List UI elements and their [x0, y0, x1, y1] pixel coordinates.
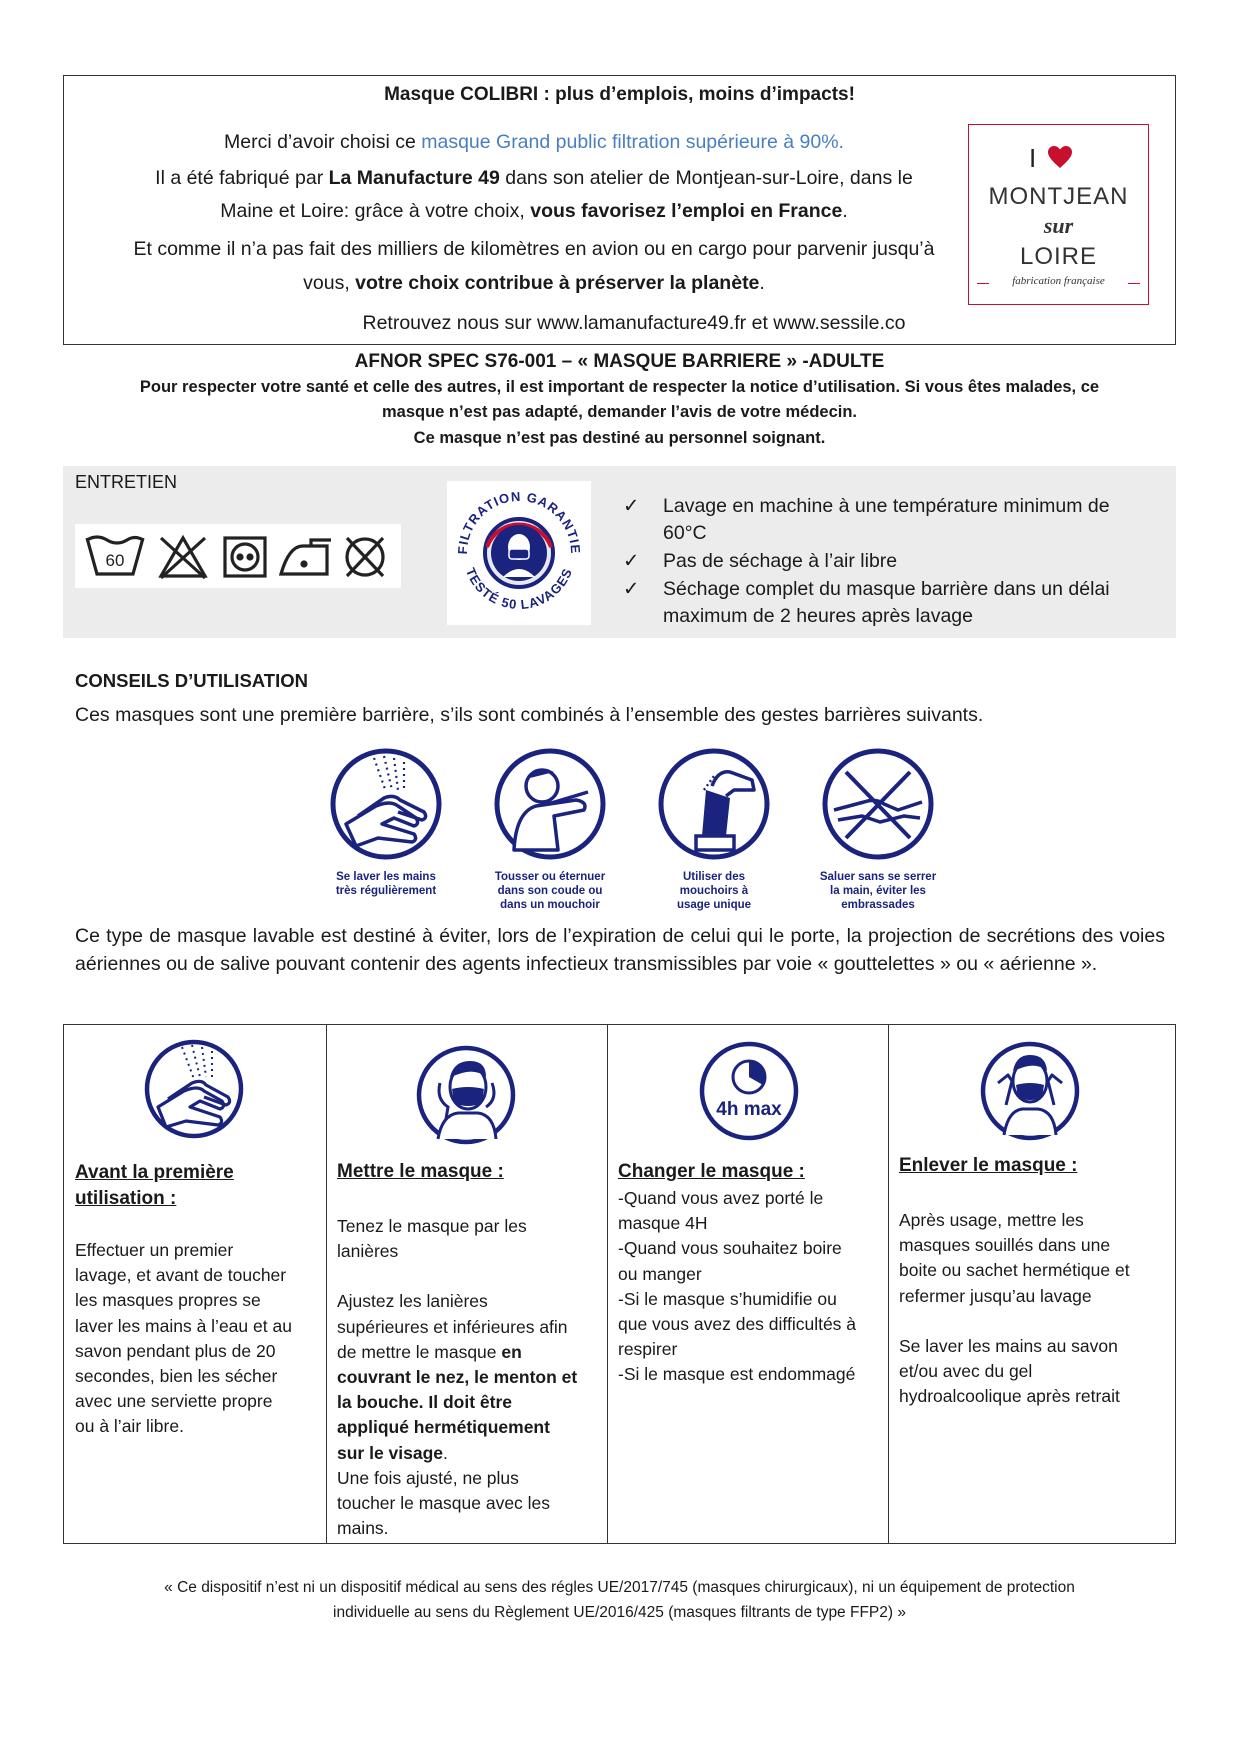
step-2-text: . [443, 1442, 448, 1463]
care-item-1-text: Lavage en machine à une température minimum de 60°C [663, 495, 1110, 544]
step-2-line [337, 1441, 599, 1466]
step-2-line: toucher le masque avec les [337, 1493, 551, 1514]
steps-table [63, 1024, 1176, 1544]
step-2-bold: sur le visage [337, 1442, 444, 1463]
afnor-title: AFNOR SPEC S76-001 – « MASQUE BARRIERE » -ADULTE [354, 351, 885, 372]
legal-note-line: individuelle au sens du Règlement UE/2016/425 (masques filtrants de type FFP2) » [333, 1604, 906, 1621]
intro-line-5-text: vous, [303, 272, 356, 294]
gesture-caption-4 [808, 870, 948, 912]
intro-line-5-rest: . [759, 272, 765, 294]
step-3-line: -Si le masque est endommagé [618, 1364, 856, 1385]
svg-text:60: 60 [105, 551, 125, 570]
gesture-caption-line: la main, éviter les [830, 885, 926, 897]
intro-line-2-bold: La Manufacture 49 [328, 167, 500, 189]
put-mask-icon [414, 1043, 518, 1147]
step-1-body [75, 1238, 320, 1440]
cough-elbow-icon [492, 746, 608, 862]
intro-line-5 [74, 270, 994, 296]
step-1-line: ou à l’air libre. [75, 1416, 184, 1437]
step-3-line: masque 4H [618, 1213, 708, 1234]
gesture-caption-line: très régulièrement [335, 885, 437, 897]
hand-wash-step-icon [142, 1037, 246, 1141]
step-4-line: refermer jusqu’au lavage [899, 1285, 1092, 1306]
logo-i: I [1029, 143, 1037, 173]
step-4-line: Se laver les mains au savon [899, 1335, 1118, 1356]
entretien-panel [63, 466, 1176, 638]
no-handshake-icon [820, 746, 936, 862]
wash-60-icon [87, 537, 143, 574]
step-3-line: ou manger [618, 1263, 702, 1284]
step-2-line [337, 1415, 599, 1440]
no-bleach-icon [161, 538, 205, 578]
step-3-line: -Quand vous avez porté le [618, 1188, 824, 1208]
intro-line-1-highlight: masque Grand public filtration supérieure à 90%. [421, 131, 844, 153]
gesture-caption-line: Se laver les mains [336, 871, 436, 883]
step-3-body [618, 1186, 880, 1388]
intro-line-1 [74, 129, 994, 155]
filtration-guarantee-badge [447, 481, 591, 625]
column-divider [888, 1025, 889, 1543]
montjean-logo [968, 124, 1149, 305]
step-4-line: et/ou avec du gel [899, 1361, 1033, 1382]
step-1-line: les masques propres se [75, 1290, 261, 1311]
tumble-dry-icon [225, 538, 265, 576]
iron-icon [281, 540, 331, 574]
step-1-line: Effectuer un premier [75, 1240, 234, 1260]
column-divider [326, 1025, 327, 1543]
logo-loire: LOIRE [1019, 243, 1098, 270]
column-divider [607, 1025, 608, 1543]
gesture-caption-line: embrassades [841, 899, 915, 911]
step-1-line: savon pendant plus de 20 [75, 1340, 276, 1361]
intro-line-3-rest: . [842, 200, 848, 222]
step-2-bold: couvrant le nez, [337, 1367, 475, 1388]
step-2-line [337, 1390, 599, 1415]
step-1-line: avec une serviette propre [75, 1391, 273, 1412]
care-symbols-icons [75, 524, 401, 588]
intro-line-3-bold: vous favorisez l’emploi en France [530, 200, 843, 222]
afnor-line-2: masque n’est pas adapté, demander l’avis de votre médecin. [381, 403, 857, 421]
gesture-caption-line: dans son coude ou [497, 885, 603, 897]
check-icon: ✓ [623, 578, 640, 600]
heart-icon [1047, 145, 1073, 169]
intro-line-2-text: Il a été fabriqué par [155, 167, 329, 189]
step-1-title-line: utilisation : [75, 1188, 177, 1209]
mask-type-paragraph: Ce type de masque lavable est destiné à éviter, lors de l’expiration de celui qui le porte, la projection de secrétions des voies aériennes ou de salive pouvant contenir des agents infectieux transmissibles par voie « gouttelettes » ou « aérienne ». [75, 925, 1165, 975]
gesture-caption-line: mouchoirs à [679, 885, 749, 897]
step-4-line: Après usage, mettre les [899, 1210, 1084, 1230]
tissue-icon [656, 746, 772, 862]
afnor-line-3: Ce masque n’est pas destiné au personnel soignant. [413, 429, 826, 447]
intro-line-2-rest: dans son atelier de Montjean-sur-Loire, dans le [499, 167, 913, 189]
gesture-caption-line: Tousser ou éternuer [494, 871, 606, 883]
intro-line-4: Et comme il n’a pas fait des milliers de kilomètres en avion ou en cargo pour parvenir jusqu’à [133, 238, 935, 260]
entretien-label: ENTRETIEN [75, 472, 178, 492]
step-4-line: hydroalcoolique après retrait [899, 1386, 1120, 1407]
svg-text:4h max: 4h max [716, 1099, 782, 1120]
check-icon: ✓ [623, 550, 640, 572]
step-3-line: respirer [618, 1339, 678, 1360]
step-4-line: masques souillés dans une [899, 1235, 1111, 1256]
step-2-line: lanières [337, 1241, 399, 1262]
step-1-line: laver les mains à l’eau et au [75, 1315, 292, 1336]
step-2-line: Une fois ajusté, ne plus [337, 1467, 519, 1488]
gesture-caption-line: dans un mouchoir [500, 899, 600, 911]
step-3-line: que vous avez des difficultés à [618, 1314, 857, 1335]
logo-fabrication: fabrication française [989, 275, 1128, 287]
gesture-caption-3 [644, 870, 784, 912]
gesture-caption-line: Saluer sans se serrer [819, 871, 937, 883]
step-2-bold: en [501, 1341, 522, 1362]
check-icon: ✓ [623, 495, 640, 517]
gesture-caption-line: usage unique [676, 899, 752, 911]
intro-line-2 [74, 165, 994, 191]
logo-montjean: MONTJEAN [988, 183, 1129, 210]
conseils-title: CONSEILS D’UTILISATION [75, 670, 308, 691]
remove-mask-icon [978, 1039, 1082, 1143]
step-2-line [337, 1365, 599, 1390]
gesture-caption-line: Utiliser des [683, 871, 745, 883]
step-3-line: -Si le masque s’humidifie ou [618, 1288, 837, 1309]
step-2-bold: appliqué hermétiquement [337, 1417, 550, 1438]
logo-sur: sur [1043, 213, 1074, 238]
step-2-line [337, 1340, 599, 1365]
step-2-line: mains. [337, 1518, 389, 1539]
step-1-line: lavage, et avant de toucher [75, 1265, 287, 1286]
step-2-text: de mettre le masque [337, 1341, 502, 1362]
step-1-line: secondes, bien les sécher [75, 1366, 278, 1387]
step-1-title-line: Avant la première [75, 1162, 234, 1183]
legal-note [63, 1575, 1176, 1625]
intro-box [63, 75, 1176, 345]
step-4-body [899, 1208, 1169, 1409]
no-dry-clean-icon [347, 538, 383, 576]
step-3-title: Changer le masque : [618, 1161, 805, 1182]
step-4-line: boite ou sachet hermétique et [899, 1260, 1130, 1281]
gesture-caption-1 [316, 870, 456, 898]
gesture-caption-2 [480, 870, 620, 912]
step-2-line: supérieures et inférieures afin [337, 1316, 568, 1337]
step-3-line: -Quand vous souhaitez boire [618, 1238, 842, 1259]
step-2-line: Tenez le masque par les [337, 1216, 527, 1236]
care-symbols [75, 524, 401, 588]
care-item-2-text: Pas de séchage à l’air libre [663, 550, 898, 572]
intro-line-6: Retrouvez nous sur www.lamanufacture49.fr et www.sessile.co [362, 312, 906, 334]
step-2-bold: la bouche. Il doit être [337, 1392, 513, 1413]
intro-line-3-text: Maine et Loire: grâce à votre choix, [220, 200, 531, 222]
intro-title: Masque COLIBRI : plus d’emplois, moins d’impacts! [384, 84, 855, 105]
step-4-title: Enlever le masque : [899, 1155, 1078, 1176]
care-item-3-text: Séchage complet du masque barrière dans un délai maximum de 2 heures après lavage [663, 578, 1110, 627]
intro-line-5-bold: votre choix contribue à préserver la planète [355, 272, 760, 294]
afnor-line-1: Pour respecter votre santé et celle des autres, il est important de respecter la notice d’utilisation. Si vous êtes malades, ce [139, 378, 1100, 396]
svg-text:TESTÉ 50 LAVAGES: TESTÉ 50 LAVAGES [462, 565, 576, 613]
step-1-title [75, 1160, 234, 1212]
hand-wash-icon [328, 746, 444, 862]
step-2-body [337, 1214, 599, 1541]
svg-text:FILTRATION GARANTIE: FILTRATION GARANTIE [454, 488, 584, 555]
intro-line-1-text: Merci d’avoir choisi ce [224, 131, 422, 153]
intro-line-3 [74, 198, 994, 224]
filtration-badge-graphic [447, 481, 591, 625]
step-2-bold: le menton et [474, 1367, 578, 1388]
legal-note-line: « Ce dispositif n’est ni un dispositif médical au sens des régles UE/2017/745 (masques chirurgicaux), ni un équipement de protection [164, 1579, 1075, 1596]
step-2-line: Ajustez les lanières [337, 1291, 488, 1312]
four-hour-clock-icon [697, 1039, 801, 1143]
conseils-subtitle: Ces masques sont une première barrière, s’ils sont combinés à l’ensemble des gestes barrières suivants. [75, 704, 984, 726]
step-2-title: Mettre le masque : [337, 1161, 504, 1182]
